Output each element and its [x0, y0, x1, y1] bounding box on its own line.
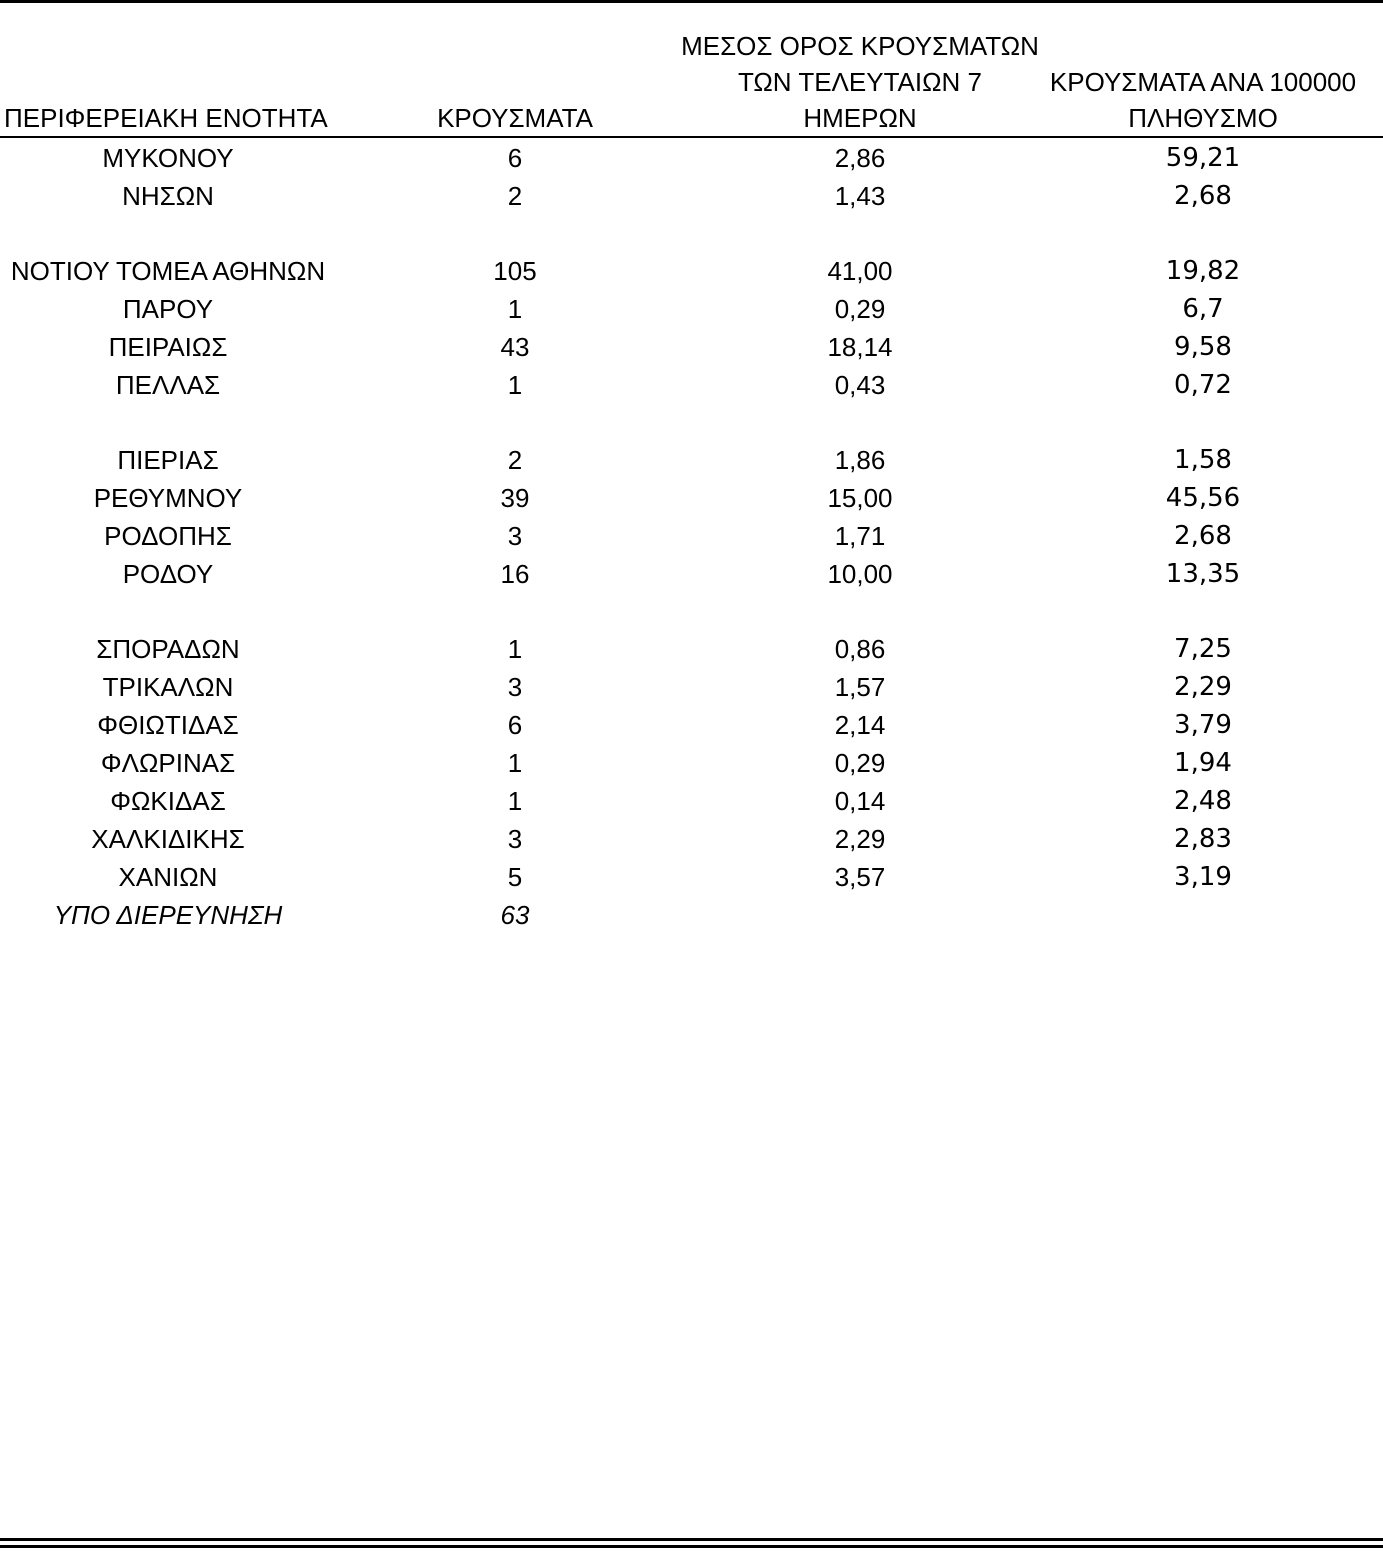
- avg7-cell: 41,00: [827, 256, 893, 286]
- region-cell: ΡΟΔΟΥ: [122, 559, 214, 589]
- cases-cell: 39: [500, 483, 530, 513]
- avg7-cell: 0,86: [834, 634, 886, 664]
- cases-cell: 6: [507, 710, 523, 740]
- avg7-cell: 0,29: [834, 748, 886, 778]
- bottom-border-upper: [0, 1538, 1383, 1541]
- avg7-cell: 1,43: [834, 181, 886, 211]
- table-row: [0, 479, 1383, 517]
- table-row: [0, 630, 1383, 668]
- region-cell: ΦΘΙΩΤΙΔΑΣ: [97, 710, 239, 740]
- cases-cell: 105: [493, 256, 537, 286]
- table-row: [0, 517, 1383, 555]
- avg7-cell: 1,71: [834, 521, 886, 551]
- cases-cell: 63: [500, 900, 530, 930]
- header-region-label: ΠΕΡΙΦΕΡΕΙΑΚΗ ΕΝΟΤΗΤΑ: [4, 103, 328, 133]
- header-avg7-line2: ΤΩΝ ΤΕΛΕΥΤΑΙΩΝ 7: [737, 67, 983, 97]
- avg7-cell: 0,29: [834, 294, 886, 324]
- table-row: [0, 744, 1383, 782]
- avg7-cell: 0,14: [834, 786, 886, 816]
- header-divider: [0, 136, 1383, 138]
- table-row: [0, 858, 1383, 896]
- table-row: [0, 706, 1383, 744]
- region-cell: ΦΩΚΙΔΑΣ: [110, 786, 226, 816]
- per100k-cell: 2,83: [1174, 824, 1232, 854]
- cases-cell: 2: [507, 445, 523, 475]
- cases-cell: 6: [507, 143, 523, 173]
- cases-cell: 43: [500, 332, 530, 362]
- cases-cell: 2: [507, 181, 523, 211]
- top-border: [0, 0, 1383, 3]
- avg7-cell: 1,57: [834, 672, 886, 702]
- per100k-cell: 3,19: [1174, 862, 1232, 892]
- table-row-under-investigation: [0, 896, 1383, 934]
- table-header: [0, 30, 1383, 136]
- region-cell: ΠΙΕΡΙΑΣ: [117, 445, 219, 475]
- avg7-cell: 15,00: [827, 483, 893, 513]
- table-row: [0, 668, 1383, 706]
- avg7-cell: 10,00: [827, 559, 893, 589]
- header-cases-label: ΚΡΟΥΣΜΑΤΑ: [437, 103, 593, 133]
- per100k-cell: 6,7: [1182, 294, 1224, 324]
- per100k-cell: 45,56: [1165, 483, 1241, 513]
- per100k-cell: 1,94: [1174, 748, 1232, 778]
- per100k-cell: 19,82: [1165, 256, 1241, 286]
- region-cell: ΝΗΣΩΝ: [122, 181, 214, 211]
- header-per100k: [1028, 64, 1378, 136]
- table-row: [0, 441, 1383, 479]
- per100k-cell: 59,21: [1165, 143, 1241, 173]
- table-row: [0, 782, 1383, 820]
- table-row: [0, 555, 1383, 593]
- table-row: [0, 177, 1383, 215]
- cases-cell: 3: [507, 824, 523, 854]
- table-row: [0, 328, 1383, 366]
- header-per100k-line2: ΠΛΗΘΥΣΜΟ: [1128, 103, 1278, 133]
- table-row: [0, 366, 1383, 404]
- cases-cell: 3: [507, 521, 523, 551]
- per100k-cell: 1,58: [1174, 445, 1232, 475]
- header-region: [4, 100, 334, 136]
- region-cell: ΥΠΟ ΔΙΕΡΕΥΝΗΣΗ: [53, 900, 283, 930]
- avg7-cell: 2,86: [834, 143, 886, 173]
- avg7-cell: 2,14: [834, 710, 886, 740]
- table-body: [0, 139, 1383, 934]
- region-cell: ΧΑΝΙΩΝ: [118, 862, 218, 892]
- per100k-cell: 13,35: [1165, 559, 1241, 589]
- avg7-cell: 3,57: [834, 862, 886, 892]
- cases-cell: 16: [500, 559, 530, 589]
- header-avg7-line1: ΜΕΣΟΣ ΟΡΟΣ ΚΡΟΥΣΜΑΤΩΝ: [681, 31, 1039, 61]
- header-avg7: [680, 28, 1040, 136]
- per100k-cell: 7,25: [1174, 634, 1232, 664]
- per100k-cell: 2,48: [1174, 786, 1232, 816]
- per100k-cell: 9,58: [1174, 332, 1232, 362]
- avg7-cell: 0,43: [834, 370, 886, 400]
- region-cell: ΣΠΟΡΑΔΩΝ: [96, 634, 240, 664]
- cases-cell: 1: [507, 294, 523, 324]
- per100k-cell: 2,68: [1174, 521, 1232, 551]
- cases-cell: 1: [507, 370, 523, 400]
- table-row: [0, 252, 1383, 290]
- header-cases: [420, 100, 610, 136]
- cases-cell: 5: [507, 862, 523, 892]
- per100k-cell: 3,79: [1174, 710, 1232, 740]
- avg7-cell: 1,86: [834, 445, 886, 475]
- table-row: [0, 139, 1383, 177]
- per100k-cell: 2,29: [1174, 672, 1232, 702]
- region-cell: ΧΑΛΚΙΔΙΚΗΣ: [91, 824, 245, 854]
- table-row: [0, 820, 1383, 858]
- region-cell: ΝΟΤΙΟΥ ΤΟΜΕΑ ΑΘΗΝΩΝ: [10, 256, 326, 286]
- region-cell: ΠΕΛΛΑΣ: [115, 370, 221, 400]
- bottom-border-lower: [0, 1545, 1383, 1548]
- region-cell: ΡΕΘΥΜΝΟΥ: [93, 483, 243, 513]
- region-cell: ΠΑΡΟΥ: [122, 294, 214, 324]
- cases-cell: 3: [507, 672, 523, 702]
- region-cell: ΦΛΩΡΙΝΑΣ: [100, 748, 236, 778]
- header-avg7-line3: ΗΜΕΡΩΝ: [803, 103, 917, 133]
- region-cell: ΡΟΔΟΠΗΣ: [104, 521, 232, 551]
- avg7-cell: 2,29: [834, 824, 886, 854]
- region-cell: ΠΕΙΡΑΙΩΣ: [108, 332, 228, 362]
- per100k-cell: 2,68: [1174, 181, 1232, 211]
- per100k-cell: 0,72: [1174, 370, 1232, 400]
- header-per100k-line1: ΚΡΟΥΣΜΑΤΑ ΑΝΑ 100000: [1049, 67, 1357, 97]
- region-cell: ΤΡΙΚΑΛΩΝ: [102, 672, 234, 702]
- table-row: [0, 290, 1383, 328]
- cases-cell: 1: [507, 634, 523, 664]
- cases-cell: 1: [507, 748, 523, 778]
- cases-cell: 1: [507, 786, 523, 816]
- avg7-cell: 18,14: [827, 332, 893, 362]
- region-cell: ΜΥΚΟΝΟΥ: [102, 143, 234, 173]
